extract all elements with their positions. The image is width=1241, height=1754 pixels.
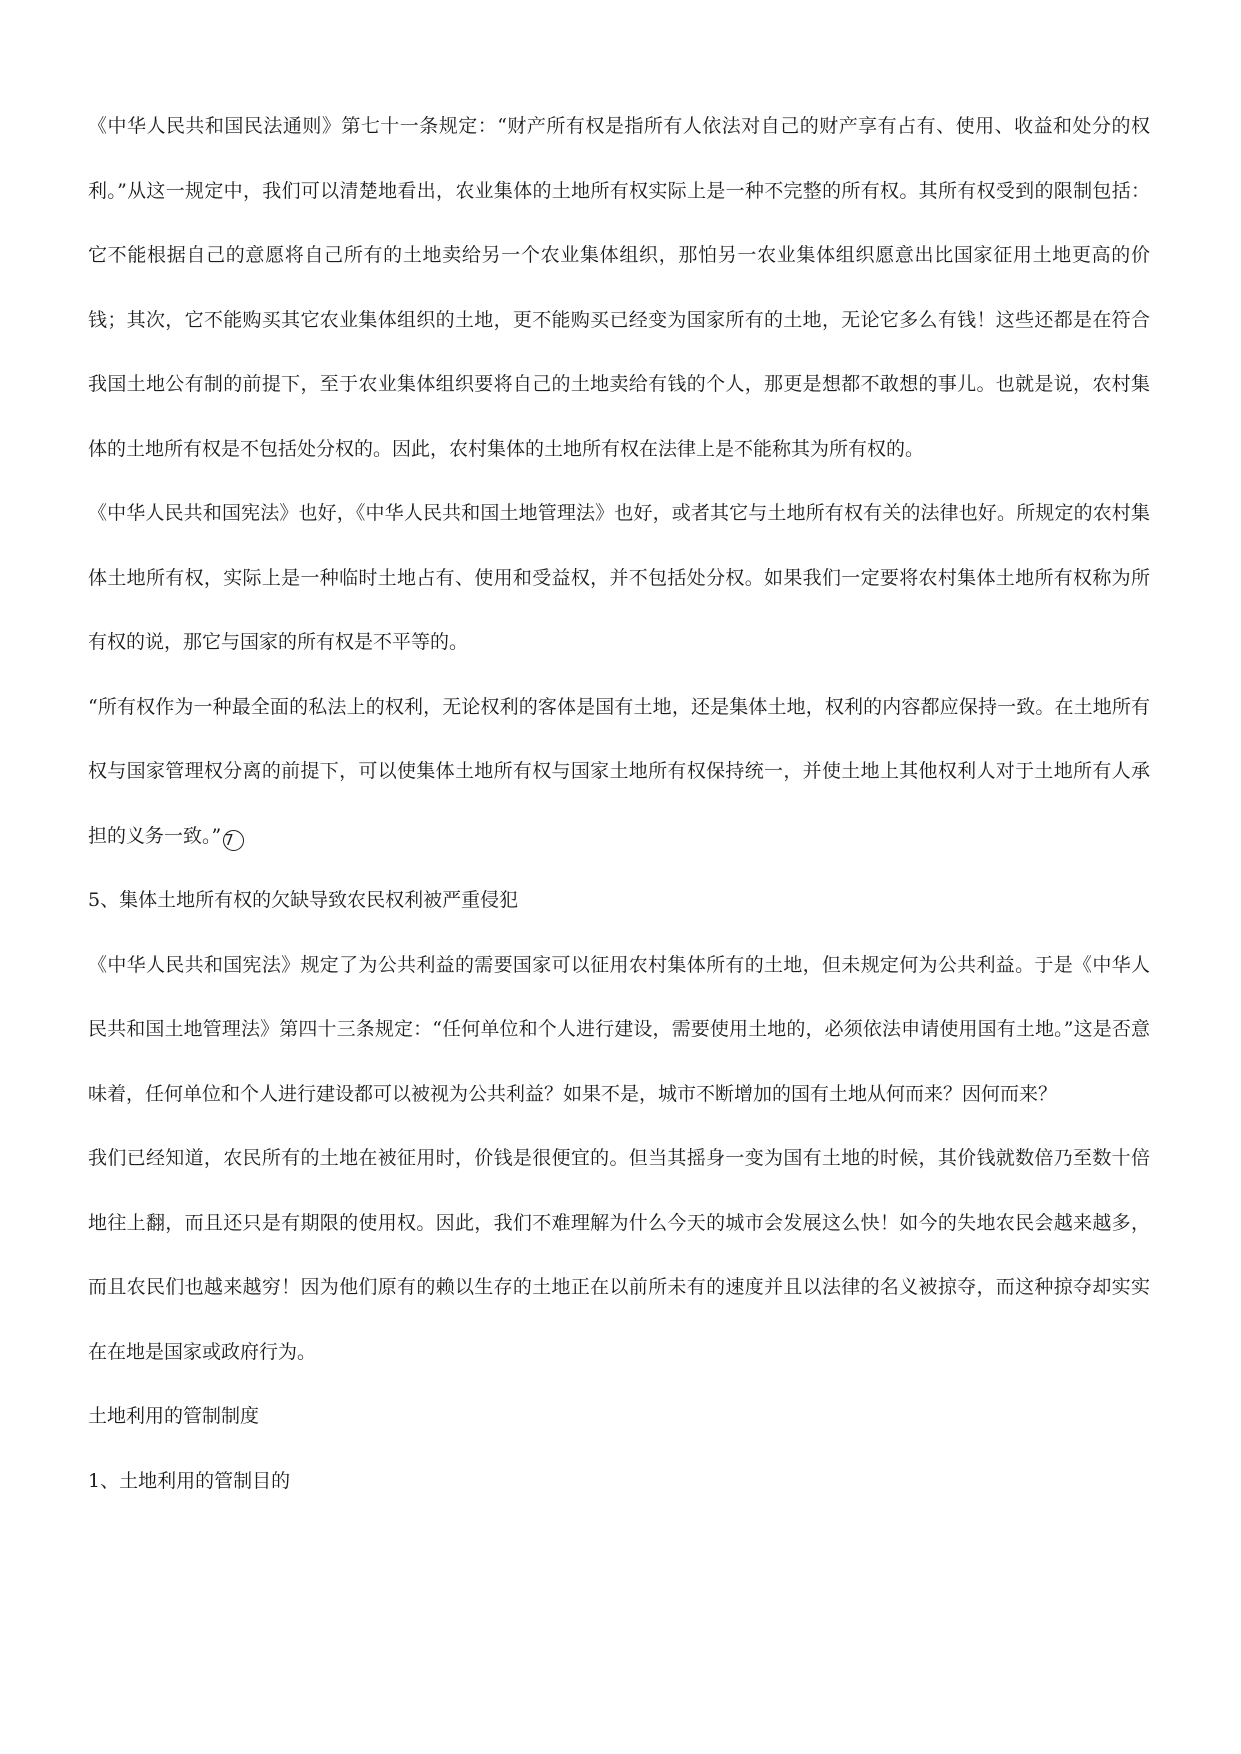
paragraph-text: 《中华人民共和国宪法》也好，《中华人民共和国土地管理法》也好，或者其它与土地所有权有关的法律也好。所规定的农村集体土地所有权，实际上是一种临时土地占有、使用和受益权，并不包括处分权。如果我们一定要将农村集体土地所有权称为所有权的说，那它与国家的所有权是不平等的。	[88, 502, 1150, 653]
heading-text: 1、土地利用的管制目的	[88, 1469, 291, 1492]
document-page	[88, 94, 1150, 1513]
footnote-marker: 7	[223, 830, 244, 851]
section-heading-land-use-control	[88, 1384, 1150, 1449]
paragraph-constitution-land-law	[88, 481, 1150, 675]
paragraph-public-interest	[88, 933, 1150, 1127]
section-heading-5	[88, 868, 1150, 933]
section-heading-1	[88, 1449, 1150, 1514]
paragraph-text: 《中华人民共和国宪法》规定了为公共利益的需要国家可以征用农村集体所有的土地，但未规定何为公共利益。于是《中华人民共和国土地管理法》第四十三条规定：“任何单位和个人进行建设，需要使用土地的，必须依法申请使用国有土地。”这是否意味着，任何单位和个人进行建设都可以被视为公共利益？如果不是，城市不断增加的国有土地从何而来？因何而来？	[88, 953, 1150, 1105]
paragraph-text: “所有权作为一种最全面的私法上的权利，无论权利的客体是国有土地，还是集体土地，权利的内容都应保持一致。在土地所有权与国家管理权分离的前提下，可以使集体土地所有权与国家土地所有权保持统一，并使土地上其他权利人对于土地所有人承担的义务一致。”	[88, 695, 1150, 847]
paragraph-land-price	[88, 1126, 1150, 1384]
heading-text: 土地利用的管制制度	[88, 1405, 260, 1427]
heading-text: 5、集体土地所有权的欠缺导致农民权利被严重侵犯	[88, 889, 519, 911]
paragraph-text: 《中华人民共和国民法通则》第七十一条规定：“财产所有权是指所有人依法对自己的财产享有占有、使用、收益和处分的权利。”从这一规定中，我们可以清楚地看出，农业集体的土地所有权实际上是一种不完整的所有权。其所有权受到的限制包括：它不能根据自己的意愿将自己所有的土地卖给另一个农业集体组织，那怕另一农业集体组织愿意出比国家征用土地更高的价钱；其次，它不能购买其它农业集体组织的土地，更不能购买已经变为国家所有的土地，无论它多么有钱！这些还都是在符合我国土地公有制的前提下，至于农业集体组织要将自己的土地卖给有钱的个人，那更是想都不敢想的事儿。也就是说，农村集体的土地所有权是不包括处分权的。因此，农村集体的土地所有权在法律上是不能称其为所有权的。	[88, 115, 1150, 460]
paragraph-civil-law-ownership	[88, 94, 1150, 481]
paragraph-text: 我们已经知道，农民所有的土地在被征用时，价钱是很便宜的。但当其摇身一变为国有土地的时候，其价钱就数倍乃至数十倍地往上翻，而且还只是有期限的使用权。因此，我们不难理解为什么今天的城市会发展这么快！如今的失地农民会越来越多，而且农民们也越来越穷！因为他们原有的赖以生存的土地正在以前所未有的速度并且以法律的名义被掠夺，而这种掠夺却实实在在地是国家或政府行为。	[88, 1147, 1150, 1363]
paragraph-quotation	[88, 675, 1150, 869]
